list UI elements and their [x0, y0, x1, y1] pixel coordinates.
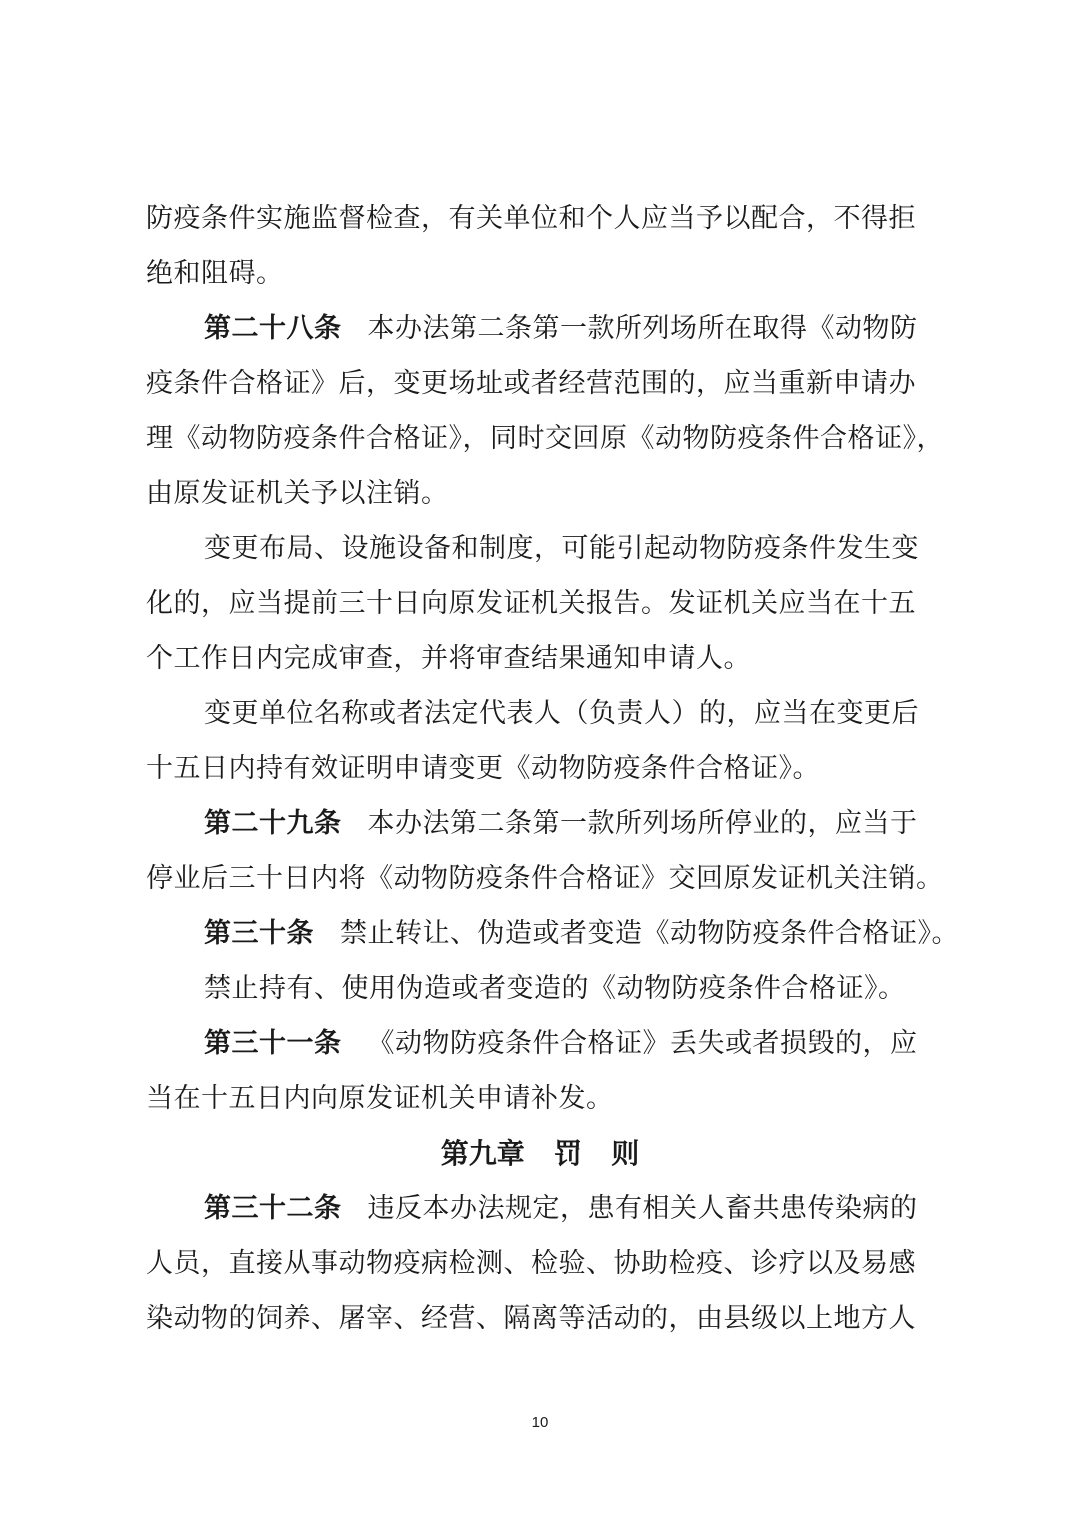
page-number: 10	[531, 1414, 549, 1431]
text-line: 本办法第二条第一款所列场所在取得《动物防	[367, 313, 918, 344]
chapter-heading: 第九章 罚 则	[440, 1137, 640, 1170]
article-29	[204, 804, 946, 844]
text-line: 当在十五日内向原发证机关申请补发。	[146, 1083, 614, 1114]
article-30	[204, 914, 959, 954]
text-line: 防疫条件实施监督检查，有关单位和个人应当予以配合，不得拒	[146, 203, 916, 234]
text-line: 禁止持有、使用伪造或者变造的《动物防疫条件合格证》。	[204, 973, 906, 1004]
article-28	[204, 309, 946, 349]
text-line: 《动物防疫条件合格证》丢失或者损毁的，应	[367, 1028, 918, 1059]
article-number: 第二十八条	[204, 313, 342, 344]
text-line: 变更布局、设施设备和制度，可能引起动物防疫条件发生变	[204, 533, 919, 564]
text-line: 变更单位名称或者法定代表人（负责人）的，应当在变更后	[204, 698, 919, 729]
article-number: 第三十二条	[204, 1193, 342, 1224]
text-line: 绝和阻碍。	[146, 258, 284, 289]
text-line: 人员，直接从事动物疫病检测、检验、协助检疫、诊疗以及易感	[146, 1248, 916, 1279]
text-line: 染动物的饲养、屠宰、经营、隔离等活动的，由县级以上地方人	[146, 1303, 916, 1334]
article-number: 第三十一条	[204, 1028, 342, 1059]
article-number: 第三十条	[204, 918, 314, 949]
text-line: 个工作日内完成审查，并将审查结果通知申请人。	[146, 643, 751, 674]
text-line: 违反本办法规定，患有相关人畜共患传染病的	[367, 1193, 918, 1224]
text-line: 禁止转让、伪造或者变造《动物防疫条件合格证》。	[340, 918, 959, 949]
text-line: 十五日内持有效证明申请变更《动物防疫条件合格证》。	[146, 753, 820, 784]
text-line: 化的，应当提前三十日向原发证机关报告。发证机关应当在十五	[146, 588, 916, 619]
text-line: 本办法第二条第一款所列场所停业的，应当于	[367, 808, 918, 839]
article-number: 第二十九条	[204, 808, 342, 839]
text-line: 理《动物防疫条件合格证》，同时交回原《动物防疫条件合格证》，	[146, 423, 944, 454]
article-32	[204, 1189, 946, 1229]
text-line: 停业后三十日内将《动物防疫条件合格证》交回原发证机关注销。	[146, 863, 944, 894]
article-31	[204, 1024, 946, 1064]
text-line: 疫条件合格证》后，变更场址或者经营范围的，应当重新申请办	[146, 368, 916, 399]
text-line: 由原发证机关予以注销。	[146, 478, 449, 509]
